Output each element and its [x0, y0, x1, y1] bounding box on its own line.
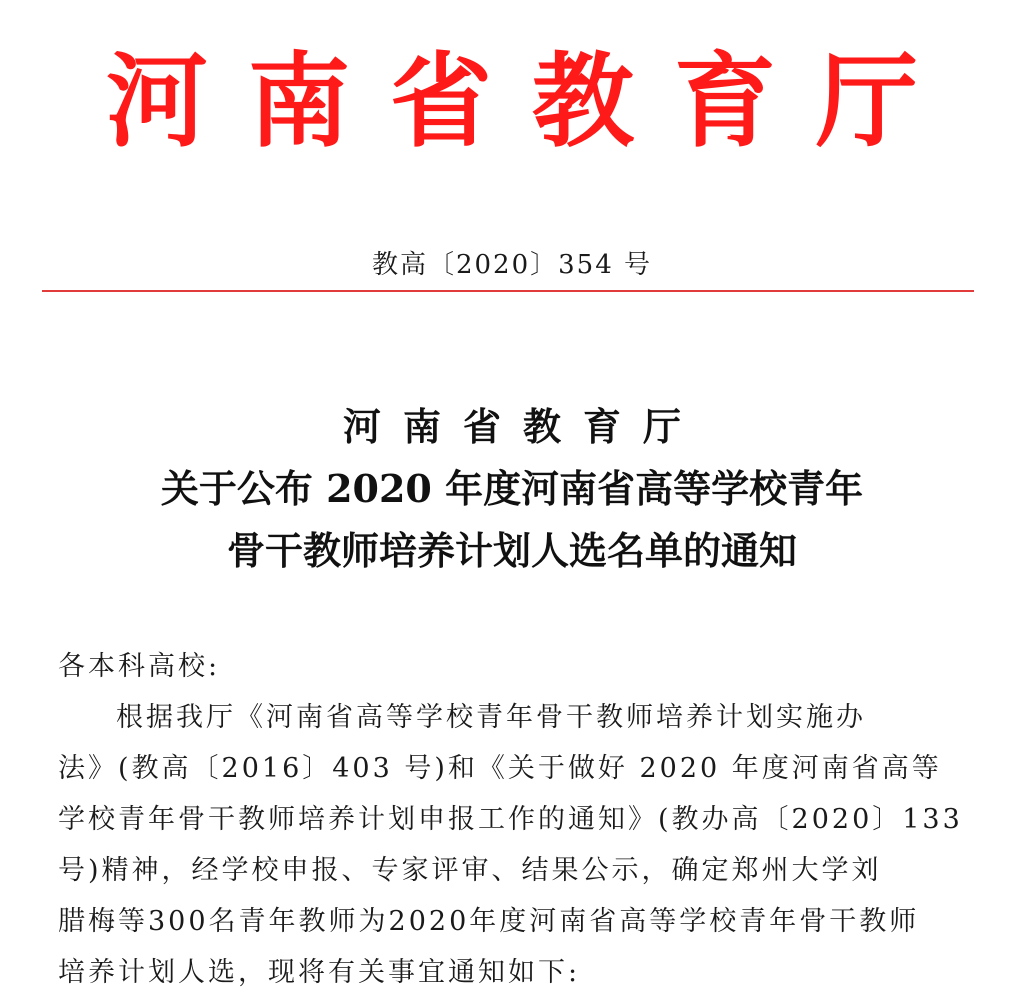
title-line-2: 关于公布 2020 年度河南省高等学校青年 [160, 466, 864, 511]
salutation: 各本科高校: [58, 651, 221, 682]
notice-title [0, 396, 1024, 582]
red-divider [42, 290, 974, 292]
masthead [0, 42, 1024, 162]
body-line: 根据我厅《河南省高等学校青年骨干教师培养计划实施办 [116, 702, 866, 733]
body-line: 法》(教高〔2016〕403 号)和《关于做好 2020 年度河南省高等 [58, 753, 942, 784]
masthead-title: 河南省教育厅 [106, 42, 958, 162]
body-line: 培养计划人选，现将有关事宜通知如下: [58, 957, 581, 988]
body-line: 号)精神，经学校申报、专家评审、结果公示，确定郑州大学刘 [58, 855, 882, 886]
title-issuer: 河南省教育厅 [342, 404, 703, 449]
document-number: 教高〔2020〕354 号 [371, 250, 653, 280]
notice-body [58, 692, 974, 998]
title-line-3: 骨干教师培养计划人选名单的通知 [226, 528, 797, 573]
body-line: 腊梅等300名青年教师为2020年度河南省高等学校青年骨干教师 [58, 906, 920, 937]
body-line: 学校青年骨干教师培养计划申报工作的通知》(教办高〔2020〕133 [58, 804, 963, 835]
